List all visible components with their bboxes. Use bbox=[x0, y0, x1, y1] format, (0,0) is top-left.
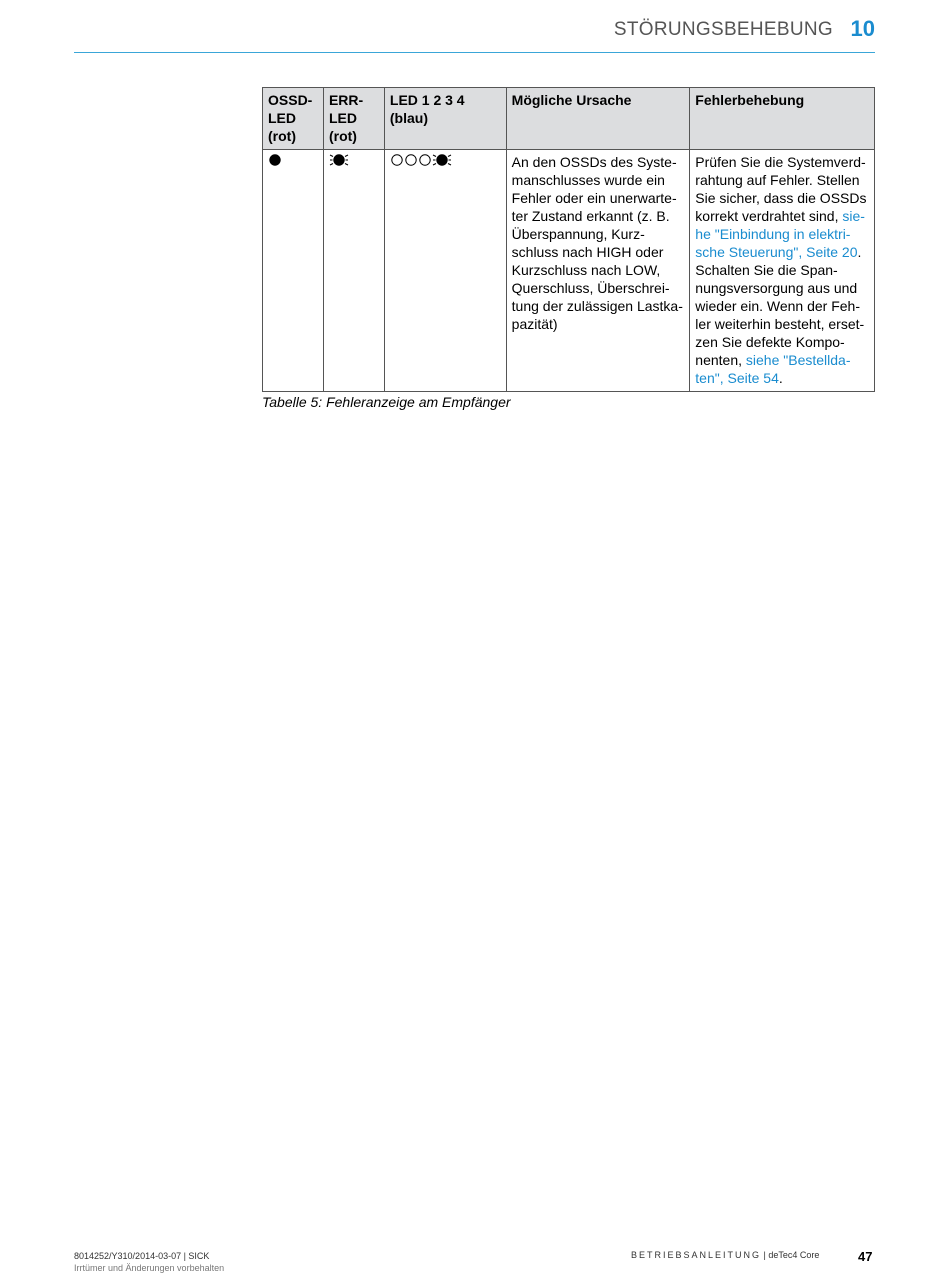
ossd-led-indicator bbox=[268, 153, 319, 167]
led-off-icon bbox=[418, 153, 432, 167]
col-ossd-led: OSSD- LED (rot) bbox=[263, 88, 324, 150]
col-err-led: ERR- LED (rot) bbox=[323, 88, 384, 150]
cross-reference-link[interactable]: sche Steuerung", Seite 20 bbox=[695, 244, 858, 260]
remedy-line bbox=[695, 297, 870, 315]
remedy-line bbox=[695, 171, 870, 189]
footer-separator: | bbox=[761, 1250, 769, 1260]
cause-line: tung der zulässigen Lastka- bbox=[511, 298, 683, 314]
manual-label: BETRIEBSANLEITUNG bbox=[631, 1250, 762, 1260]
cause-line: An den OSSDs des Syste- bbox=[511, 154, 677, 170]
remedy-line bbox=[695, 315, 870, 333]
cross-reference-link[interactable]: siehe "Bestellda- bbox=[745, 352, 851, 368]
remedy-text: Schalten Sie die Span- bbox=[695, 262, 838, 278]
product-name: deTec4 Core bbox=[768, 1250, 820, 1260]
footer-manual bbox=[631, 1250, 819, 1260]
remedy-text: wieder ein. Wenn der Feh- bbox=[695, 298, 861, 314]
cross-reference-link[interactable]: he "Einbindung in elektri- bbox=[695, 226, 851, 242]
cause-line: Kurzschluss nach LOW, bbox=[511, 262, 661, 278]
chapter-number: 10 bbox=[850, 16, 875, 41]
table-caption: Tabelle 5: Fehleranzeige am Empfänger bbox=[262, 394, 511, 410]
ossd-led-cell bbox=[263, 150, 324, 392]
remedy-cell bbox=[690, 150, 875, 392]
remedy-text: Sie sicher, dass die OSSDs bbox=[695, 190, 867, 206]
led-off-icon bbox=[404, 153, 418, 167]
remedy-text: Prüfen Sie die Systemverd- bbox=[695, 154, 866, 170]
remedy-text: korrekt verdrahtet sind, bbox=[695, 208, 843, 224]
page-header bbox=[74, 14, 875, 53]
cause-line: pazität) bbox=[511, 316, 558, 332]
remedy-text: . bbox=[857, 244, 862, 260]
cross-reference-link[interactable]: ten", Seite 54 bbox=[695, 370, 779, 386]
blue-led-indicators bbox=[390, 153, 502, 167]
disclaimer: Irrtümer und Änderungen vorbehalten bbox=[74, 1263, 225, 1273]
remedy-line bbox=[695, 153, 870, 171]
cause-line: schluss nach HIGH oder bbox=[511, 244, 664, 260]
table-row bbox=[263, 150, 875, 392]
cause-line: manschlusses wurde ein bbox=[511, 172, 665, 188]
page-number: 47 bbox=[858, 1249, 873, 1264]
remedy-line bbox=[695, 369, 870, 387]
err-led-cell bbox=[323, 150, 384, 392]
remedy-text: nenten, bbox=[695, 352, 746, 368]
led-off-icon bbox=[390, 153, 404, 167]
remedy-line bbox=[695, 207, 870, 225]
col-led-1-4: LED 1 2 3 4 (blau) bbox=[384, 88, 506, 150]
led-flashing-icon bbox=[329, 153, 349, 167]
cause-line: Fehler oder ein unerwarte- bbox=[511, 190, 677, 206]
remedy-text: ler weiterhin besteht, erset- bbox=[695, 316, 865, 332]
col-possible-cause: Mögliche Ursache bbox=[506, 88, 690, 150]
led-on-icon bbox=[268, 153, 282, 167]
remedy-line bbox=[695, 243, 870, 261]
led-flashing-icon bbox=[432, 153, 452, 167]
cause-line: Überspannung, Kurz- bbox=[511, 226, 645, 242]
doc-reference: 8014252/Y310/2014-03-07 | SICK bbox=[74, 1251, 210, 1261]
cause-cell bbox=[506, 150, 690, 392]
blue-leds-cell bbox=[384, 150, 506, 392]
remedy-text: nungsversorgung aus und bbox=[695, 280, 858, 296]
cause-line: ter Zustand erkannt (z. B. bbox=[511, 208, 670, 224]
remedy-line bbox=[695, 261, 870, 279]
col-remedy: Fehlerbehebung bbox=[690, 88, 875, 150]
error-display-table bbox=[262, 87, 875, 392]
remedy-line bbox=[695, 225, 870, 243]
remedy-line bbox=[695, 189, 870, 207]
remedy-text: rahtung auf Fehler. Stellen bbox=[695, 172, 860, 188]
remedy-line bbox=[695, 279, 870, 297]
remedy-text: . bbox=[778, 370, 783, 386]
cause-line: Querschluss, Überschrei- bbox=[511, 280, 670, 296]
remedy-text: zen Sie defekte Kompo- bbox=[695, 334, 845, 350]
remedy-line bbox=[695, 351, 870, 369]
section-title: STÖRUNGSBEHEBUNG bbox=[613, 19, 833, 40]
footer-left bbox=[74, 1250, 224, 1274]
cross-reference-link[interactable]: sie- bbox=[842, 208, 865, 224]
remedy-line bbox=[695, 333, 870, 351]
table-header-row bbox=[263, 88, 875, 150]
err-led-indicator bbox=[329, 153, 380, 167]
